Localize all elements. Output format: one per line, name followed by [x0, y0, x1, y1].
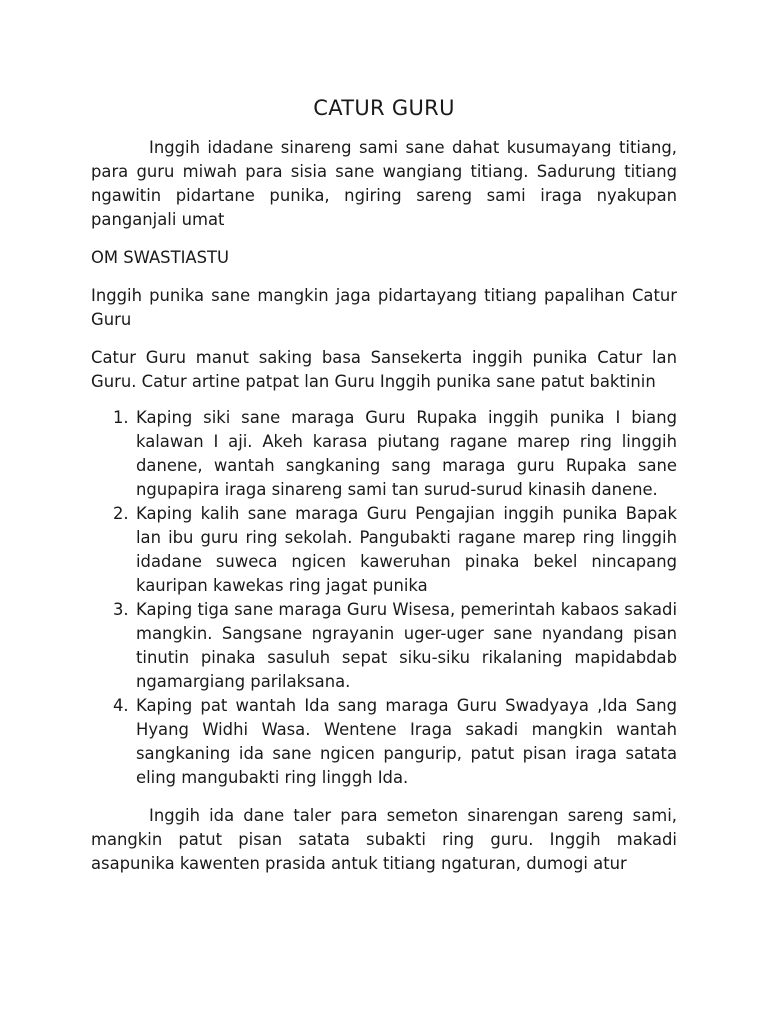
- catur-guru-list: [91, 406, 677, 790]
- list-item-text: Kaping kalih sane maraga Guru Pengajian inggih punika Bapak lan ibu guru ring sekolah. Pangubakti ragane marep ring linggih idadane suweca ngicen kaweruhan pinaka bekel nincapang kauripan kawekas ring jagat punika: [136, 504, 677, 595]
- topic-paragraph: Inggih punika sane mangkin jaga pidartayang titiang papalihan Catur Guru: [91, 286, 677, 329]
- list-item-text: Kaping tiga sane maraga Guru Wisesa, pemerintah kabaos sakadi mangkin. Sangsane ngrayanin uger-uger sane nyandang pisan tinutin pinaka sasuluh sepat siku-siku rikalaning mapidabdab ngamargiang parilaksana.: [136, 600, 677, 691]
- list-item: [91, 694, 677, 790]
- list-item-text: Kaping pat wantah Ida sang maraga Guru Swadyaya ,Ida Sang Hyang Widhi Wasa. Wentene Iraga sakadi mangkin wantah sangkaning ida sane ngicen pangurip, patut pisan iraga satata eling mangubakti ring linggh Ida.: [136, 696, 677, 787]
- list-item: [91, 598, 677, 694]
- list-item-text: Kaping siki sane maraga Guru Rupaka inggih punika I biang kalawan I aji. Akeh karasa piutang ragane marep ring linggih danene, wantah sangkaning sang maraga guru Rupaka sane ngupapira iraga sinareng sami tan surud-surud kinasih danene.: [136, 408, 677, 499]
- list-item: [91, 502, 677, 598]
- list-item-number: 1.: [113, 408, 129, 427]
- document-page: [91, 0, 677, 876]
- list-item-number: 4.: [113, 696, 129, 715]
- greeting-line: OM SWASTIASTU: [91, 248, 230, 267]
- list-item-number: 3.: [113, 600, 129, 619]
- closing-paragraph: Inggih ida dane taler para semeton sinarengan sareng sami, mangkin patut pisan satata subakti ring guru. Inggih makadi asapunika kawenten prasida antuk titiang ngaturan, dumogi atur: [91, 806, 677, 873]
- intro-paragraph: Inggih idadane sinareng sami sane dahat kusumayang titiang, para guru miwah para sisia sane wangiang titiang. Sadurung titiang ngawitin pidartane punika, ngiring sareng sami iraga nyakupan panganjali umat: [91, 138, 677, 229]
- document-title: CATUR GURU: [313, 96, 455, 120]
- list-item-number: 2.: [113, 504, 129, 523]
- list-item: [91, 406, 677, 502]
- definition-paragraph: Catur Guru manut saking basa Sansekerta inggih punika Catur lan Guru. Catur artine patpat lan Guru Inggih punika sane patut baktinin: [91, 348, 677, 391]
